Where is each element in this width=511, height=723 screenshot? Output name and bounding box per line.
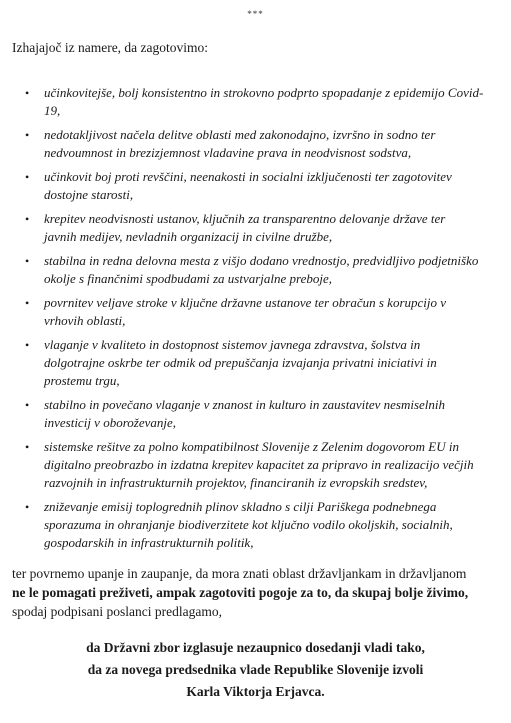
closing-emphasis: ne le pomagati preživeti, ampak zagotoviti pogoje za to, da skupaj bolje živimo, [12,585,469,600]
closing-paragraph [12,564,500,621]
list-item [0,336,511,390]
bullet-icon: • [25,86,30,100]
list-item [0,84,511,120]
list-item-line: vlaganje v kvaliteto in dostopnost sistemov javnega zdravstva, šolstva in [44,337,421,352]
list-item [0,210,511,246]
bullet-icon: • [25,170,30,184]
closing-text: ter povrnemo upanje in zaupanje, da mora znati oblast državljankam in državljanom [12,566,467,581]
list-item-line: zniževanje emisij toplogrednih plinov skladno s cilji Pariškega podnebnega [44,499,437,514]
list-item-line: nedvoumnost in brezizjemnost vladavine prava in neodvisnost sodstva, [44,145,412,160]
goals-list [0,84,511,558]
list-item-line: sistemske rešitve za polno kompatibilnost Slovenije z Zelenim dogovorom EU in [44,439,459,454]
list-item-line: krepitev neodvisnosti ustanov, ključnih za transparentno delovanje države ter [44,211,446,226]
list-item [0,498,511,552]
list-item-line: 19, [44,103,61,118]
list-item-line: investicij v oboroževanje, [44,415,177,430]
list-item-line: sporazuma in ohranjanje biodiverzitete kot ključno vodilo okoljskih, socialnih, [44,517,453,532]
list-item [0,396,511,432]
resolution-line: da Državni zbor izglasuje nezaupnico dosedanji vladi tako, [86,640,425,655]
list-item [0,252,511,288]
list-item [0,126,511,162]
bullet-icon: • [25,128,30,142]
closing-text-end: spodaj podpisani poslanci predlagamo, [12,604,222,619]
bullet-icon: • [25,254,30,268]
list-item-line: nedotakljivost načela delitve oblasti med zakonodajno, izvršno in sodno ter [44,127,436,142]
list-item [0,168,511,204]
list-item-line: povrnitev veljave stroke v ključne državne ustanove ter obračun s korupcijo v [44,295,447,310]
resolution-candidate: Karla Viktorja Erjavca. [186,684,325,699]
list-item-line: javnih medijev, nevladnih organizacij in civilne družbe, [44,229,333,244]
resolution-statement [0,637,511,703]
list-item-line: gospodarskih in infrastrukturnih politik, [44,535,254,550]
list-item [0,294,511,330]
list-item-line: okolje s finančnimi spodbudami za ustvarjalne preboje, [44,271,333,286]
resolution-line: da za novega predsednika vlade Republike Slovenije izvoli [87,662,424,677]
list-item-line: stabilno in povečano vlaganje v znanost in kulturo in zaustavitev nesmiselnih [44,397,446,412]
bullet-icon: • [25,440,30,454]
list-item-line: vrhovih oblasti, [44,313,126,328]
bullet-icon: • [25,338,30,352]
list-item-line: digitalno preobrazbo in izdatna krepitev kapacitet za pripravo in realizacijo večjih [44,457,474,472]
section-separator: *** [247,9,264,19]
bullet-icon: • [25,398,30,412]
list-item-line: dolgotrajne oskrbe ter odmik od prepuščanja izvajanja privatni iniciativi in [44,355,437,370]
bullet-icon: • [25,296,30,310]
list-item-line: dostojne starosti, [44,187,134,202]
bullet-icon: • [25,212,30,226]
intro-text: Izhajajoč iz namere, da zagotovimo: [12,40,209,55]
list-item-line: učinkovit boj proti revščini, neenakosti in socialni izključenosti ter zagotovitev [44,169,452,184]
list-item-line: razvojnih in infrastrukturnih projektov, financiranih iz evropskih sredstev, [44,475,428,490]
list-item-line: učinkovitejše, bolj konsistentno in strokovno podprto spopadanje z epidemijo Covid- [44,85,484,100]
list-item-line: stabilna in redna delovna mesta z višjo dodano vrednostjo, predvidljivo podjetniško [44,253,479,268]
list-item [0,438,511,492]
list-item-line: prostemu trgu, [44,373,120,388]
bullet-icon: • [25,500,30,514]
